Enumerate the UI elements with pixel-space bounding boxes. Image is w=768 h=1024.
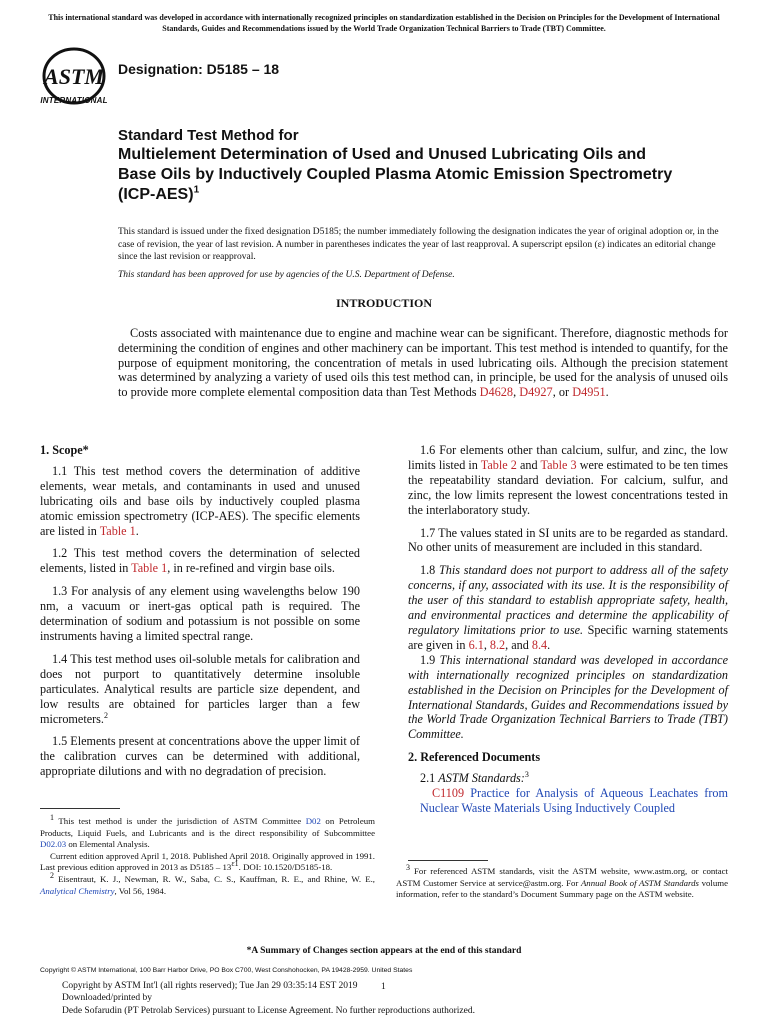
link-8-4[interactable]: 8.4 — [531, 637, 548, 652]
title-footnote-mark[interactable]: 1 — [193, 184, 200, 196]
link-analytical-chemistry[interactable]: Analytical Chemistry — [40, 885, 115, 896]
section-1-3: 1.3 For analysis of any element using wavelengths below 190 nm, a vacuum or inert-gas optical path is required. The determination of sodium and potassium is not possible on some instruments having a limited spectral range. — [40, 584, 360, 643]
link-8-2[interactable]: 8.2 — [489, 637, 506, 652]
section-2-1: 2.1 ASTM Standards:$^3$ — [420, 770, 529, 786]
section-1-5: 1.5 Elements present at concentrations above the upper limit of the calibration curves can be determined with additional, appropriate dilutions and with no degradation of precision. — [40, 734, 360, 779]
footnote-rule-right — [408, 860, 488, 861]
link-d4951[interactable]: D4951 — [572, 385, 606, 400]
link-table-1[interactable]: Table 1 — [99, 523, 136, 538]
astm-logo-mark: ASTM — [44, 64, 104, 89]
footnote-rule-left — [40, 808, 120, 809]
reference-c1109[interactable] — [408, 786, 728, 816]
astm-logo-org: INTERNATIONAL — [40, 96, 108, 105]
right-column — [408, 443, 728, 824]
left-column — [40, 443, 360, 787]
page-number: 1 — [381, 982, 386, 992]
link-d4927[interactable]: D4927 — [519, 385, 553, 400]
section-1-2: 1.2 This test method covers the determination of selected elements, listed in Table 1, in re-refined and virgin base oils. — [40, 546, 360, 576]
footnote-3-mark[interactable]: 3 — [524, 770, 529, 780]
footnotes-left — [40, 813, 375, 897]
introduction-heading: INTRODUCTION — [335, 296, 432, 310]
link-6-1[interactable]: 6.1 — [468, 637, 484, 652]
approved-note: This standard has been approved for use by agencies of the U.S. Department of Defense. — [118, 270, 455, 280]
link-table-2[interactable]: Table 2 — [480, 457, 517, 472]
footnote-3: $^3$ For referenced ASTM standards, visit the ASTM website, www.astm.org, or contact ASTM Customer Service at service@astm.org. For Annual Book of ASTM Standards volume information, refer to the standard’s Document Summary page on the ASTM website. — [396, 863, 728, 900]
designation: Designation: D5185 – 18 — [118, 61, 280, 77]
footnote-2-mark[interactable]: 2 — [103, 710, 108, 720]
reference-c1109-title[interactable]: Practice for Analysis of Aqueous Leachates from Nuclear Waste Materials Using Inductively Coupled — [420, 786, 728, 815]
issued-note: This standard is issued under the fixed designation D5185; the number immediately following the designation indicates the year of original adoption or, in the case of revision, the year of last revision. A number in parentheses indicates the year of last reapproval. A superscript epsilon (ε) indicates an editorial change since the last revision or reapproval. — [118, 227, 719, 262]
document-title — [118, 126, 678, 205]
link-table-3[interactable]: Table 3 — [540, 457, 577, 472]
scope-heading: 1. Scope* — [40, 443, 89, 457]
link-d02-03[interactable]: D02.03 — [40, 839, 67, 850]
introduction-text: Costs associated with maintenance due to engine and machine wear can be significant. Therefore, diagnostic methods for determining the condition of engines and other machinery can be important. This test method is intended to quantify, for the purpose of equipment monitoring, the concentration of metals in used lubricating oils. Although the precision statement was determined by analyzing a variety of used oils this test method can, in principle, be used for the analysis of unused oils to provide more complete elemental composition data than Test Methods D4628, D4927, or D4951. — [118, 326, 728, 400]
referenced-documents-heading: 2. Referenced Documents — [408, 750, 541, 765]
copyright-line: Copyright © ASTM International, 100 Barr Harbor Drive, PO Box C700, West Conshohocken, PA 19428-2959. United States — [40, 967, 413, 974]
link-d02[interactable]: D02 — [305, 816, 321, 826]
section-1-8: 1.8 This standard does not purport to address all of the safety concerns, if any, associated with its use. It is the responsibility of the user of this standard to establish appropriate safety, health, and environmental practices and determine the applicability of regulatory limitations prior to use. Specific warning statements are given in 6.1, 8.2, and 8.4. — [408, 563, 729, 652]
link-c1109[interactable]: C1109 — [432, 786, 465, 801]
introduction-body: Costs associated with maintenance due to engine and machine wear can be significant. Therefore, diagnostic methods for determining the condition of engines and other machinery can be important. This test method is intended to quantify, for the purpose of equipment monitoring, the concentration of metals in used lubricating oils. Although the precision statement was determined by analyzing a variety of used oils this test method can, in principle, be used for the analysis of unused oils to provide more complete elemental composition data than Test Methods — [118, 326, 728, 400]
section-1-1: 1.1 This test method covers the determination of additive elements, wear metals, and contaminants in used and unused lubricating oils and base oils by inductively coupled plasma atomic emission spectrometry (ICP-AES). The specific elements are listed in Table 1. — [40, 463, 360, 538]
footnotes-right — [396, 863, 728, 901]
section-1-4: 1.4 This test method uses oil-soluble metals for calibration and does not purport to quantitatively determine insoluble particulates. Analytical results are particle size dependent, and low results are obtained for particles larger than a few micrometers.$^2$ — [40, 651, 360, 726]
link-d4628[interactable]: D4628 — [479, 385, 514, 400]
international-standard-notice: This international standard was developed in accordance with internationally recognized principles on standardization established in the Decision on Principles for the Development of International Standards, Guides and Recommendations issued by the World Trade Organization Technical Barriers to Trade (TBT) Committee. — [48, 13, 720, 33]
footnote-1: $^1$ This test method is under the jurisdiction of ASTM Committee D02 on Petroleum Products, Liquid Fuels, and Lubricants and is the direct responsibility of Subcommittee D02.03 on Elemental Analysis. — [40, 813, 375, 850]
download-notice: Copyright by ASTM Int'l (all rights reserved); Tue Jan 29 03:35:14 EST 2019 Downloaded/printed by Dede Sofarudin (PT Petrolab Services) pursuant to License Agreement. No further reproductions authorized. — [62, 981, 475, 1016]
section-1-6: 1.6 For elements other than calcium, sulfur, and zinc, the low limits listed in Table 2 and Table 3 were estimated to be ten times the repeatability standard deviation. For calcium, sulfur, and zinc, the low limits represent the lowest concentrations tested in the interlaboratory study. — [408, 443, 728, 517]
summary-of-changes-note: *A Summary of Changes section appears at the end of this standard — [246, 946, 522, 956]
section-1-7: 1.7 The values stated in SI units are to be regarded as standard. No other units of measurement are included in this standard. — [408, 525, 728, 555]
title-main — [118, 145, 678, 205]
footnote-2: $^2$ Eisentraut, K. J., Newman, R. W., Saba, C. S., Kauffman, R. E., and Rhine, W. E., Analytical Chemistry, Vol 56, 1984. — [40, 871, 375, 896]
title-prefix: Standard Test Method for — [118, 127, 299, 144]
section-1-9: 1.9 This international standard was developed in accordance with internationally recognized principles on standardization established in the Decision on Principles for the Development of International Standards, Guides and Recommendations issued by the World Trade Organization Technical Barriers to Trade (TBT) Committee. — [408, 652, 729, 742]
link-table-1[interactable]: Table 1 — [131, 561, 168, 576]
title-text: Multielement Determination of Used and Unused Lubricating Oils and Base Oils by Inductively Coupled Plasma Atomic Emission Spectrometry (ICP-AES) — [118, 146, 673, 203]
footnote-1-edition: Current edition approved April 1, 2018. Published April 2018. Originally approved in 1991. Last previous edition approved in 2013 as $D5185 - 13^{\varepsilon 1}$. DOI: 10.1520/D5185-18. — [40, 850, 375, 873]
